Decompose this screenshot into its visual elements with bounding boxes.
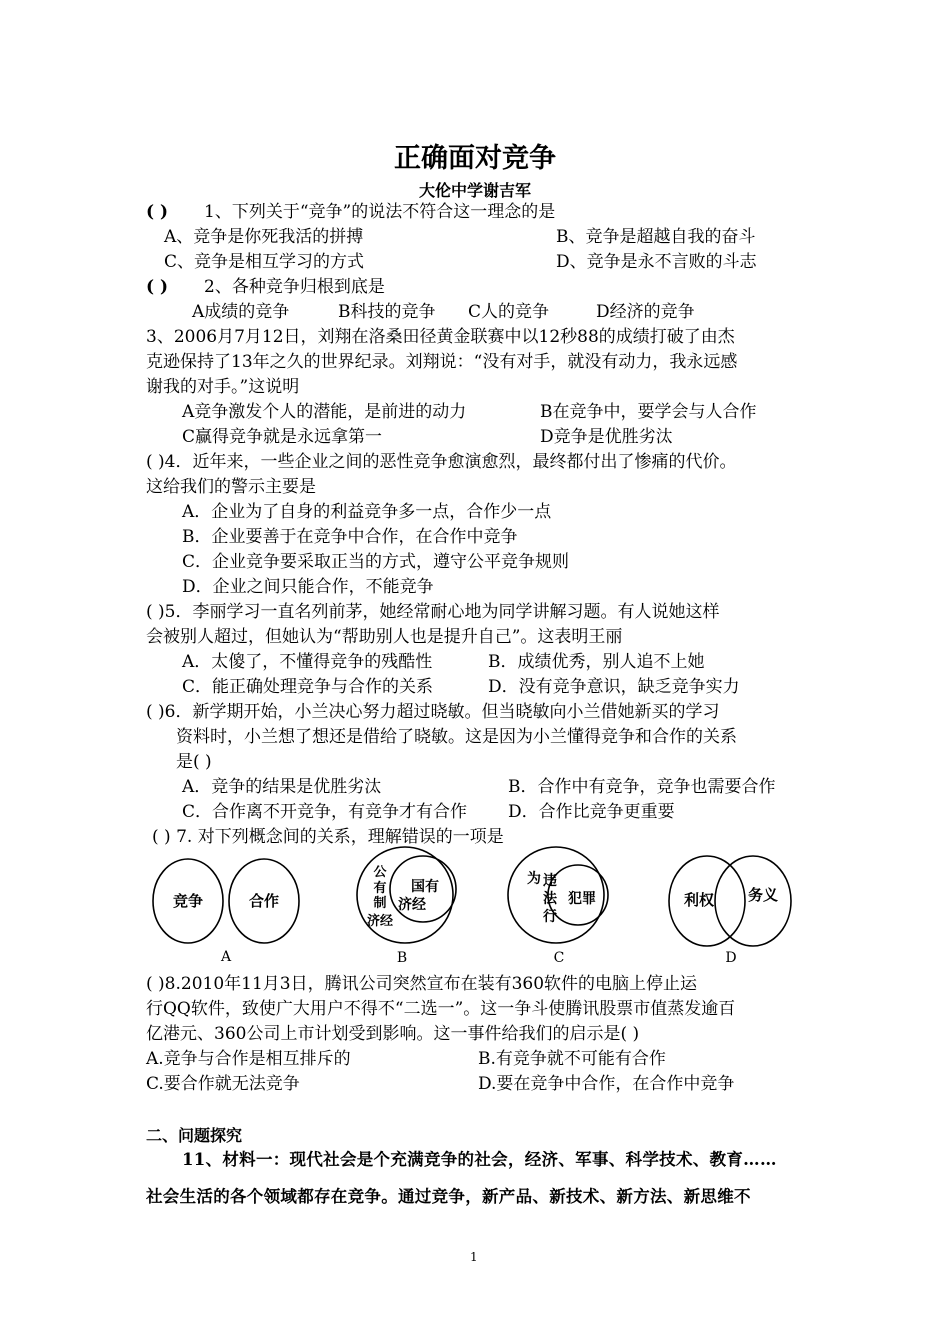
q2-paren: ( ) xyxy=(146,277,169,297)
svg-text:公: 公 xyxy=(373,865,387,880)
q8-option-c: C.要合作就无法竞争 xyxy=(146,1074,300,1094)
q4-option-c: C．企业竞争要采取正当的方式，遵守公平竞争规则 xyxy=(182,552,570,572)
venn-diagram-c xyxy=(506,843,626,968)
q6-option-a: A．竞争的结果是优胜劣汰 xyxy=(182,777,382,797)
q4-option-b: B．企业要善于在竞争中合作，在合作中竞争 xyxy=(182,527,518,547)
q5-option-d: D．没有竞争意识，缺乏竞争实力 xyxy=(488,677,740,697)
q6-line-3: 是( ) xyxy=(176,752,212,772)
q5-line-1: ( )5．李丽学习一直名列前茅，她经常耐心地为同学讲解习题。有人说她这样 xyxy=(146,602,720,622)
venn-d-right-label: 务义 xyxy=(747,886,779,904)
material-line-2: 社会生活的各个领域都存在竞争。通过竞争，新产品、新技术、新方法、新思维不 xyxy=(146,1187,751,1206)
q1-option-a: A、竞争是你死我活的拼搏 xyxy=(164,227,364,247)
venn-a-letter: A xyxy=(220,949,232,965)
venn-diagram-d xyxy=(665,852,795,968)
author-line: 大伦中学谢吉军 xyxy=(418,181,531,200)
q6-option-b: B．合作中有竞争，竞争也需要合作 xyxy=(508,777,776,797)
q4-line-1: ( )4．近年来，一些企业之间的恶性竞争愈演愈烈，最终都付出了惨痛的代价。 xyxy=(146,452,737,472)
q4-option-d: D．企业之间只能合作，不能竞争 xyxy=(182,577,434,597)
venn-d-letter: D xyxy=(725,950,737,966)
page-number: 1 xyxy=(470,1250,478,1264)
material-line-1: 11、材料一：现代社会是个充满竞争的社会，经济、军事、科学技术、教育…… xyxy=(182,1150,777,1169)
q1-paren: ( ) xyxy=(146,202,169,222)
svg-text:法: 法 xyxy=(543,891,557,907)
q1-option-b: B、竞争是超越自我的奋斗 xyxy=(556,227,756,247)
q4-line-2: 这给我们的警示主要是 xyxy=(146,477,316,497)
svg-text:济经: 济经 xyxy=(366,914,394,929)
q8-option-b: B.有竞争就不可能有合作 xyxy=(478,1049,666,1069)
q5-option-a: A．太傻了，不懂得竞争的残酷性 xyxy=(182,652,433,672)
q5-option-c: C．能正确处理竞争与合作的关系 xyxy=(182,677,434,697)
svg-text:济经: 济经 xyxy=(398,897,426,913)
q8-option-a: A.竞争与合作是相互排斥的 xyxy=(146,1049,351,1069)
q1-option-d: D、竞争是永不言败的斗志 xyxy=(556,252,757,272)
q7-stem: ( ) 7. 对下列概念间的关系，理解错误的一项是 xyxy=(152,827,504,847)
venn-b-letter: B xyxy=(396,950,408,966)
svg-text:有: 有 xyxy=(373,881,387,896)
q1-stem: 1、下列关于“竞争”的说法不符合这一理念的是 xyxy=(204,202,556,222)
q6-option-c: C．合作离不开竞争，有竞争才有合作 xyxy=(182,802,468,822)
q5-line-2: 会被别人超过，但她认为“帮助别人也是提升自己”。这表明王丽 xyxy=(146,627,623,647)
venn-b-inner-label xyxy=(398,878,439,913)
q8-line-2: 行QQ软件，致使广大用户不得不“二选一”。这一争斗使腾讯股票市值蒸发逾百 xyxy=(146,999,736,1019)
q2-option-b: B科技的竞争 xyxy=(338,302,436,322)
venn-a-left-label: 竞争 xyxy=(172,892,204,910)
q2-stem: 2、各种竞争归根到底是 xyxy=(204,277,385,297)
q3-line-1: 3、2006月7月12日，刘翔在洛桑田径黄金联赛中以12秒88的成绩打破了由杰 xyxy=(146,327,735,347)
section-heading: 二、问题探究 xyxy=(146,1126,243,1145)
q6-line-1: ( )6．新学期开始，小兰决心努力超过晓敏。但当晓敏向小兰借她新买的学习 xyxy=(146,702,720,722)
document-title: 正确面对竞争 xyxy=(394,143,556,174)
q6-option-d: D．合作比竞争更重要 xyxy=(508,802,675,822)
q1-option-c: C、竞争是相互学习的方式 xyxy=(164,252,365,272)
svg-text:制: 制 xyxy=(373,896,387,911)
svg-text:行: 行 xyxy=(543,909,557,925)
q3-line-2: 克逊保持了13年之久的世界纪录。刘翔说：“没有对手，就没有动力，我永远感 xyxy=(146,352,738,372)
q8-line-1: ( )8.2010年11月3日，腾讯公司突然宣布在装有360软件的电脑上停止运 xyxy=(146,974,698,994)
q2-option-a: A成绩的竞争 xyxy=(192,302,290,322)
q3-option-a: A竞争激发个人的潜能，是前进的动力 xyxy=(182,402,467,422)
venn-c-letter: C xyxy=(553,950,565,966)
q2-option-c: C人的竞争 xyxy=(468,302,550,322)
q8-line-3: 亿港元、360公司上市计划受到影响。这一事件给我们的启示是( ) xyxy=(146,1024,640,1044)
venn-a-right-label: 合作 xyxy=(248,892,280,910)
svg-text:为: 为 xyxy=(527,871,541,887)
venn-diagram-a xyxy=(148,855,328,965)
q4-option-a: A．企业为了自身的利益竞争多一点，合作少一点 xyxy=(182,502,552,522)
q3-option-b: B在竞争中，要学会与人合作 xyxy=(540,402,757,422)
q2-option-d: D经济的竞争 xyxy=(596,302,695,322)
venn-b-outer-label xyxy=(367,865,393,929)
q3-option-c: C赢得竞争就是永远拿第一 xyxy=(182,427,383,447)
svg-text:国有: 国有 xyxy=(411,879,439,895)
venn-diagram-b xyxy=(355,843,475,968)
q8-option-d: D.要在竞争中合作，在合作中竞争 xyxy=(478,1074,735,1094)
svg-text:违: 违 xyxy=(543,873,557,889)
q6-line-2: 资料时，小兰想了想还是借给了晓敏。这是因为小兰懂得竞争和合作的关系 xyxy=(176,727,737,747)
q3-option-d: D竞争是优胜劣汰 xyxy=(540,427,673,447)
venn-c-outer-label xyxy=(527,870,558,925)
venn-c-inner-label: 犯罪 xyxy=(568,891,596,907)
venn-d-left-label: 利权 xyxy=(683,891,715,909)
q5-option-b: B．成绩优秀，别人追不上她 xyxy=(488,652,705,672)
q3-line-3: 谢我的对手。”这说明 xyxy=(146,377,300,397)
